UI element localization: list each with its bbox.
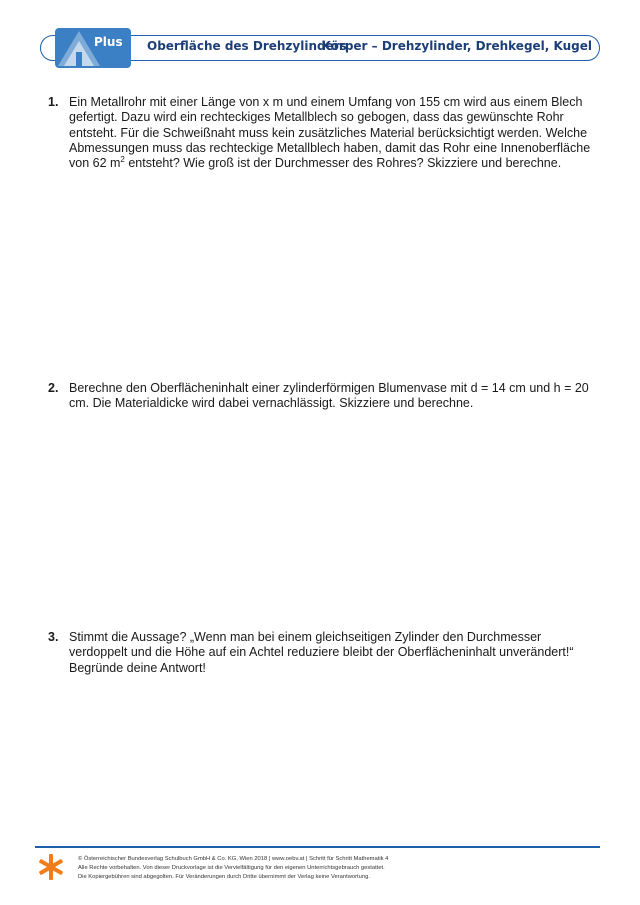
logo-label: Plus: [94, 35, 123, 49]
task-3: [48, 630, 593, 676]
task-text-superscript: 2: [120, 155, 125, 165]
footer-line-2: Alle Rechte vorbehalten. Von dieser Druckvorlage ist die Vervielfältigung für den eigenen Unterrichtsgebrauch gestattet.: [78, 865, 385, 871]
task-2: [48, 381, 593, 412]
task-text: Berechne den Oberflächeninhalt einer zylinderförmigen Blumenvase mit d = 14 cm und h = 20 cm. Die Materialdicke wird dabei vernachlässigt. Skizziere und berechne.: [69, 381, 589, 411]
footer-copyright: [78, 855, 388, 882]
task-text-part1: Ein Metallrohr mit einer Länge von x m und einem Umfang von 155 cm wird aus einem Blech gefertigt. Dazu wird ein rechteckiges Metallblech so gebogen, dass das gewünschte Rohr entsteht. Für die Schweißnaht muss kein zusätzliches Material berücksichtigt werden. Welche Abmessungen muss das rechteckige Metallblech haben, damit das Rohr eine Innenoberfläche von 62 m: [69, 95, 591, 171]
task-number: 2.: [48, 381, 59, 395]
task-text: [69, 95, 593, 171]
plus-logo: [55, 28, 131, 68]
footer-line-1: © Österreichischer Bundesverlag Schulbuch GmbH & Co. KG, Wien 2018 | www.oebv.at | Schritt für Schritt Mathematik 4: [78, 856, 389, 862]
page-title: Oberfläche des Drehzylinders: [147, 39, 347, 53]
topic-title: Körper – Drehzylinder, Drehkegel, Kugel: [321, 39, 592, 53]
footer-line-3: Die Kopiergebühren sind abgegolten. Für Veränderungen durch Dritte übernimmt der Verlag keine Verantwortung.: [78, 874, 370, 880]
task-text-part2: entsteht? Wie groß ist der Durchmesser des Rohres? Skizziere und berechne.: [124, 156, 562, 171]
task-number: 3.: [48, 630, 59, 644]
publisher-logo-icon: [38, 852, 64, 882]
footer-divider: [35, 846, 600, 848]
task-text: Stimmt die Aussage? „Wenn man bei einem gleichseitigen Zylinder den Durchmesser verdoppelt und die Höhe auf ein Achtel reduziere bleibt der Oberflächeninhalt unverändert!“ Begründe deine Antwort!: [69, 630, 574, 675]
task-number: 1.: [48, 95, 59, 109]
task-1: [48, 95, 593, 171]
